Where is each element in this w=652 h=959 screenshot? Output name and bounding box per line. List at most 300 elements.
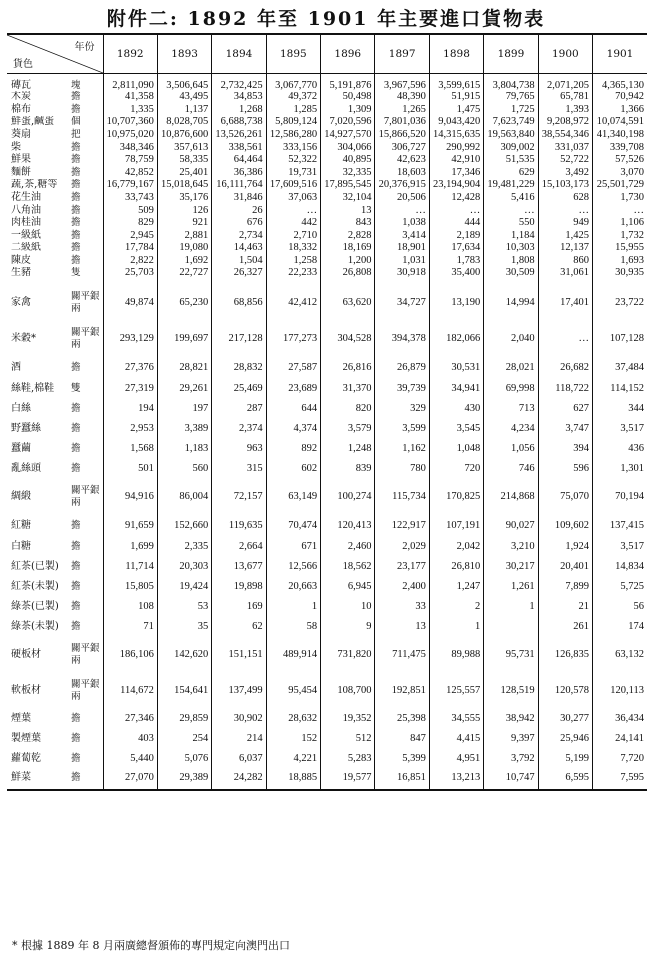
value-cell: 18,603	[375, 166, 429, 179]
table-row	[7, 216, 647, 229]
unit-cell: 擔	[71, 772, 81, 784]
year-header-1897: 1897	[375, 35, 429, 73]
value-cell: 52,722	[538, 153, 592, 166]
value-cell: 287	[212, 399, 266, 419]
goods-name-cell: 製煙葉	[11, 733, 41, 745]
value-cell: 843	[321, 216, 375, 229]
value-cell: 671	[266, 537, 320, 557]
value-cell: 2,828	[321, 229, 375, 242]
value-cell: 2	[429, 597, 483, 617]
value-cell: 48,390	[375, 91, 429, 104]
goods-axis-label: 貨色	[13, 58, 33, 70]
value-cell: 26,808	[321, 267, 375, 285]
value-cell: 107,191	[429, 515, 483, 537]
value-cell: 63,620	[321, 285, 375, 321]
value-cell: 28,632	[266, 709, 320, 729]
value-cell: 71	[103, 617, 157, 637]
value-cell: 306,727	[375, 141, 429, 154]
value-cell: 23,689	[266, 379, 320, 399]
value-cell: 847	[375, 729, 429, 749]
unit-cell: 擔	[71, 561, 81, 573]
value-cell: 339,708	[593, 141, 647, 154]
value-cell: 1,699	[103, 537, 157, 557]
value-cell: 333,156	[266, 141, 320, 154]
value-cell: 1,475	[429, 103, 483, 116]
value-cell: 2,400	[375, 577, 429, 597]
value-cell: 1,692	[157, 254, 211, 267]
table-row	[7, 749, 647, 769]
value-cell: 14,315,635	[429, 128, 483, 141]
value-cell: 41,340,198	[593, 128, 647, 141]
table-row	[7, 357, 647, 379]
value-cell: 1,048	[429, 439, 483, 459]
unit-cell: 關平銀兩	[71, 643, 100, 666]
value-cell: 170,825	[429, 479, 483, 515]
value-cell: 5,199	[538, 749, 592, 769]
value-cell: 37,484	[593, 357, 647, 379]
table-row	[7, 479, 647, 515]
value-cell: 18,562	[321, 557, 375, 577]
unit-cell: 擔	[71, 541, 81, 553]
value-cell: 3,506,645	[157, 73, 211, 91]
value-cell: 115,734	[375, 479, 429, 515]
value-cell: 1,309	[321, 103, 375, 116]
value-cell: 1,924	[538, 537, 592, 557]
value-cell: 5,283	[321, 749, 375, 769]
value-cell: 26	[212, 204, 266, 217]
value-cell: 4,365,130	[593, 73, 647, 91]
table-row	[7, 459, 647, 479]
value-cell: 949	[538, 216, 592, 229]
table-row	[7, 191, 647, 204]
value-cell: 114,672	[103, 673, 157, 709]
value-cell: 214,868	[484, 479, 538, 515]
value-cell: 34,555	[429, 709, 483, 729]
value-cell: 79,765	[484, 91, 538, 104]
value-cell: 839	[321, 459, 375, 479]
value-cell: 921	[157, 216, 211, 229]
value-cell: 7,720	[593, 749, 647, 769]
value-cell: …	[484, 204, 538, 217]
value-cell: 26,879	[375, 357, 429, 379]
value-cell: 27,346	[103, 709, 157, 729]
value-cell: 19,563,840	[484, 128, 538, 141]
value-cell: 27,070	[103, 769, 157, 789]
year-header-1895: 1895	[266, 35, 320, 73]
value-cell: 746	[484, 459, 538, 479]
value-cell: 11,714	[103, 557, 157, 577]
value-cell: 33,743	[103, 191, 157, 204]
value-cell: 20,303	[157, 557, 211, 577]
value-cell: 38,554,346	[538, 128, 592, 141]
value-cell: 1,137	[157, 103, 211, 116]
unit-cell: 擔	[71, 581, 81, 593]
value-cell: 35	[157, 617, 211, 637]
value-cell: 186,106	[103, 637, 157, 673]
goods-name-cell: 亂絲頭	[11, 463, 41, 475]
value-cell: 94,916	[103, 479, 157, 515]
value-cell: 2,071,205	[538, 73, 592, 91]
value-cell: 194	[103, 399, 157, 419]
value-cell: 34,941	[429, 379, 483, 399]
value-cell: 17,609,516	[266, 179, 320, 192]
value-cell: 70,942	[593, 91, 647, 104]
value-cell: 26,327	[212, 267, 266, 285]
table-row	[7, 229, 647, 242]
value-cell: 33	[375, 597, 429, 617]
value-cell: 13,677	[212, 557, 266, 577]
value-cell: 338,561	[212, 141, 266, 154]
value-cell: 2,460	[321, 537, 375, 557]
value-cell: 17,784	[103, 242, 157, 255]
value-cell: 1,184	[484, 229, 538, 242]
value-cell: 126,835	[538, 637, 592, 673]
value-cell: 31,370	[321, 379, 375, 399]
value-cell: 3,967,596	[375, 73, 429, 91]
value-cell: 892	[266, 439, 320, 459]
goods-name-cell: 肉桂油	[11, 217, 41, 229]
value-cell: 254	[157, 729, 211, 749]
value-cell: …	[538, 204, 592, 217]
value-cell: 9,208,972	[538, 116, 592, 129]
table-row	[7, 91, 647, 104]
value-cell: 120,113	[593, 673, 647, 709]
table-row	[7, 166, 647, 179]
value-cell: 19,424	[157, 577, 211, 597]
value-cell: 1,183	[157, 439, 211, 459]
value-cell: 2,881	[157, 229, 211, 242]
value-cell: 1,393	[538, 103, 592, 116]
value-cell: 1,247	[429, 577, 483, 597]
value-cell: 3,492	[538, 166, 592, 179]
value-cell: 12,428	[429, 191, 483, 204]
goods-name-cell: 葵扇	[11, 129, 31, 141]
value-cell: 23,177	[375, 557, 429, 577]
value-cell: 1,783	[429, 254, 483, 267]
unit-cell: 擔	[71, 141, 81, 153]
value-cell: 394,378	[375, 321, 429, 357]
import-goods-table-wrapper	[7, 33, 647, 791]
value-cell: 720	[429, 459, 483, 479]
value-cell: 6,595	[538, 769, 592, 789]
value-cell: 20,663	[266, 577, 320, 597]
value-cell: 108,700	[321, 673, 375, 709]
unit-cell: 擔	[71, 91, 81, 103]
value-cell: 29,859	[157, 709, 211, 729]
value-cell: 5,076	[157, 749, 211, 769]
corner-header-cell	[7, 35, 103, 73]
value-cell: 18,885	[266, 769, 320, 789]
value-cell: 120,413	[321, 515, 375, 537]
goods-name-cell: 紅糖	[11, 520, 31, 532]
value-cell: 19,898	[212, 577, 266, 597]
value-cell: 122,917	[375, 515, 429, 537]
value-cell: 2,732,425	[212, 73, 266, 91]
value-cell: 20,376,915	[375, 179, 429, 192]
value-cell: 108	[103, 597, 157, 617]
value-cell: 58	[266, 617, 320, 637]
unit-cell: 擔	[71, 179, 81, 191]
value-cell: 3,599,615	[429, 73, 483, 91]
value-cell: 13	[375, 617, 429, 637]
value-cell: 3,545	[429, 419, 483, 439]
value-cell: 89,988	[429, 637, 483, 673]
value-cell: 10,303	[484, 242, 538, 255]
value-cell: 49,372	[266, 91, 320, 104]
value-cell: 1,258	[266, 254, 320, 267]
value-cell: 2,953	[103, 419, 157, 439]
table-row	[7, 419, 647, 439]
value-cell: 86,004	[157, 479, 211, 515]
year-header-1898: 1898	[429, 35, 483, 73]
value-cell: 13,526,261	[212, 128, 266, 141]
value-cell: 1,162	[375, 439, 429, 459]
value-cell: 860	[538, 254, 592, 267]
value-cell: 25,703	[103, 267, 157, 285]
value-cell: 53	[157, 597, 211, 617]
value-cell: 40,895	[321, 153, 375, 166]
unit-cell: 擔	[71, 733, 81, 745]
value-cell: 2,811,090	[103, 73, 157, 91]
table-row	[7, 179, 647, 192]
unit-cell: 雙	[71, 383, 81, 395]
value-cell: 142,620	[157, 637, 211, 673]
value-cell: 19,731	[266, 166, 320, 179]
goods-name-cell: 酒	[11, 362, 21, 374]
value-cell: 7,595	[593, 769, 647, 789]
value-cell: 9,397	[484, 729, 538, 749]
value-cell: 3,414	[375, 229, 429, 242]
value-cell: 38,942	[484, 709, 538, 729]
value-cell: 1,106	[593, 216, 647, 229]
unit-cell: 擔	[71, 242, 81, 254]
page-title: 附件二: 1892 年至 1901 年主要進口貨物表	[106, 8, 546, 30]
table-row	[7, 439, 647, 459]
value-cell: 9,043,420	[429, 116, 483, 129]
value-cell: 118,722	[538, 379, 592, 399]
value-cell: 19,577	[321, 769, 375, 789]
goods-name-cell: 麵餅	[11, 166, 31, 178]
value-cell: 348,346	[103, 141, 157, 154]
value-cell: 3,067,770	[266, 73, 320, 91]
value-cell: 25,469	[212, 379, 266, 399]
value-cell: 442	[266, 216, 320, 229]
table-row	[7, 242, 647, 255]
unit-cell: 擔	[71, 192, 81, 204]
value-cell: 14,994	[484, 285, 538, 321]
value-cell: 261	[538, 617, 592, 637]
value-cell: 304,528	[321, 321, 375, 357]
unit-cell: 擔	[71, 423, 81, 435]
value-cell: 512	[321, 729, 375, 749]
goods-name-cell: 鮮蛋,鹹蛋	[11, 116, 55, 128]
value-cell: 4,221	[266, 749, 320, 769]
header-row	[7, 35, 647, 73]
value-cell: 1,038	[375, 216, 429, 229]
value-cell: 152,660	[157, 515, 211, 537]
table-row	[7, 637, 647, 673]
value-cell: …	[538, 321, 592, 357]
goods-name-cell: 陳皮	[11, 255, 31, 267]
value-cell: 42,412	[266, 285, 320, 321]
value-cell: 154,641	[157, 673, 211, 709]
value-cell: 32,335	[321, 166, 375, 179]
value-cell: 19,080	[157, 242, 211, 255]
value-cell: 1	[429, 617, 483, 637]
value-cell: 20,506	[375, 191, 429, 204]
value-cell: 315	[212, 459, 266, 479]
value-cell: 1,730	[593, 191, 647, 204]
table-row	[7, 769, 647, 789]
table-row	[7, 103, 647, 116]
value-cell: 20,401	[538, 557, 592, 577]
value-cell: 151,151	[212, 637, 266, 673]
year-header-1894: 1894	[212, 35, 266, 73]
year-axis-label: 年份	[74, 42, 95, 53]
value-cell: 2,335	[157, 537, 211, 557]
unit-cell: 關平銀兩	[71, 291, 100, 314]
value-cell: 16,851	[375, 769, 429, 789]
unit-cell: 擔	[71, 154, 81, 166]
table-row	[7, 254, 647, 267]
table-row	[7, 73, 647, 91]
value-cell: 35,400	[429, 267, 483, 285]
value-cell: 1,808	[484, 254, 538, 267]
value-cell: 91,659	[103, 515, 157, 537]
value-cell: 15,018,645	[157, 179, 211, 192]
unit-cell: 擔	[71, 166, 81, 178]
value-cell: 63,149	[266, 479, 320, 515]
table-row	[7, 673, 647, 709]
value-cell: 3,579	[321, 419, 375, 439]
table-row	[7, 399, 647, 419]
value-cell: 7,623,749	[484, 116, 538, 129]
value-cell: 21	[538, 597, 592, 617]
value-cell: 12,566	[266, 557, 320, 577]
unit-cell: 關平銀兩	[71, 485, 100, 508]
value-cell: 309,002	[484, 141, 538, 154]
value-cell: 27,319	[103, 379, 157, 399]
value-cell: 197	[157, 399, 211, 419]
value-cell: 107,128	[593, 321, 647, 357]
unit-cell: 擔	[71, 103, 81, 115]
table-row	[7, 597, 647, 617]
goods-name-cell: 綢緞	[11, 491, 31, 503]
value-cell: 501	[103, 459, 157, 479]
value-cell: 331,037	[538, 141, 592, 154]
value-cell: 1,200	[321, 254, 375, 267]
value-cell: 1,261	[484, 577, 538, 597]
value-cell: 1,285	[266, 103, 320, 116]
value-cell: 628	[538, 191, 592, 204]
unit-cell: 塊	[71, 79, 81, 91]
unit-cell: 擔	[71, 601, 81, 613]
table-row	[7, 577, 647, 597]
value-cell: 169	[212, 597, 266, 617]
value-cell: 2,734	[212, 229, 266, 242]
goods-name-cell: 米穀*	[11, 333, 36, 345]
value-cell: 64,464	[212, 153, 266, 166]
value-cell: 1	[266, 597, 320, 617]
value-cell: 1,248	[321, 439, 375, 459]
unit-cell: 隻	[71, 266, 81, 278]
value-cell: …	[266, 204, 320, 217]
goods-name-cell: 野蠶絲	[11, 423, 41, 435]
value-cell: 18,332	[266, 242, 320, 255]
value-cell: 3,747	[538, 419, 592, 439]
unit-cell: 擔	[71, 229, 81, 241]
value-cell: 14,463	[212, 242, 266, 255]
unit-cell: 擔	[71, 403, 81, 415]
value-cell: 1,504	[212, 254, 266, 267]
value-cell: 199,697	[157, 321, 211, 357]
value-cell: 37,063	[266, 191, 320, 204]
value-cell: 35,176	[157, 191, 211, 204]
value-cell: 50,498	[321, 91, 375, 104]
value-cell: 23,194,904	[429, 179, 483, 192]
value-cell: 711,475	[375, 637, 429, 673]
value-cell: 30,277	[538, 709, 592, 729]
value-cell: 125,557	[429, 673, 483, 709]
value-cell: 137,415	[593, 515, 647, 537]
value-cell: 357,613	[157, 141, 211, 154]
value-cell: 36,386	[212, 166, 266, 179]
table-row	[7, 515, 647, 537]
value-cell: 18,901	[375, 242, 429, 255]
goods-name-cell: 鮮菜	[11, 772, 31, 784]
value-cell: 8,028,705	[157, 116, 211, 129]
table-row	[7, 729, 647, 749]
table-body	[7, 73, 647, 789]
value-cell: 2,040	[484, 321, 538, 357]
value-cell: 1,056	[484, 439, 538, 459]
value-cell: 26,816	[321, 357, 375, 379]
goods-name-cell: 棉布	[11, 103, 31, 115]
value-cell: 509	[103, 204, 157, 217]
value-cell: 489,914	[266, 637, 320, 673]
value-cell: 436	[593, 439, 647, 459]
value-cell: 30,509	[484, 267, 538, 285]
value-cell: 23,722	[593, 285, 647, 321]
value-cell: 6,945	[321, 577, 375, 597]
value-cell: 70,194	[593, 479, 647, 515]
value-cell: 4,374	[266, 419, 320, 439]
value-cell: 4,951	[429, 749, 483, 769]
value-cell: 5,399	[375, 749, 429, 769]
value-cell: 49,874	[103, 285, 157, 321]
value-cell: 3,804,738	[484, 73, 538, 91]
value-cell: 109,602	[538, 515, 592, 537]
value-cell: 293,129	[103, 321, 157, 357]
value-cell: 17,401	[538, 285, 592, 321]
value-cell: 90,027	[484, 515, 538, 537]
value-cell: 304,066	[321, 141, 375, 154]
value-cell: 731,820	[321, 637, 375, 673]
value-cell: 9	[321, 617, 375, 637]
value-cell: 820	[321, 399, 375, 419]
value-cell: 290,992	[429, 141, 483, 154]
unit-cell: 擔	[71, 255, 81, 267]
value-cell: 15,805	[103, 577, 157, 597]
value-cell: 2,664	[212, 537, 266, 557]
value-cell: 780	[375, 459, 429, 479]
value-cell: 19,481,229	[484, 179, 538, 192]
value-cell: 3,070	[593, 166, 647, 179]
value-cell: 1,268	[212, 103, 266, 116]
value-cell: 16,111,764	[212, 179, 266, 192]
value-cell: 403	[103, 729, 157, 749]
value-cell: 12,586,280	[266, 128, 320, 141]
